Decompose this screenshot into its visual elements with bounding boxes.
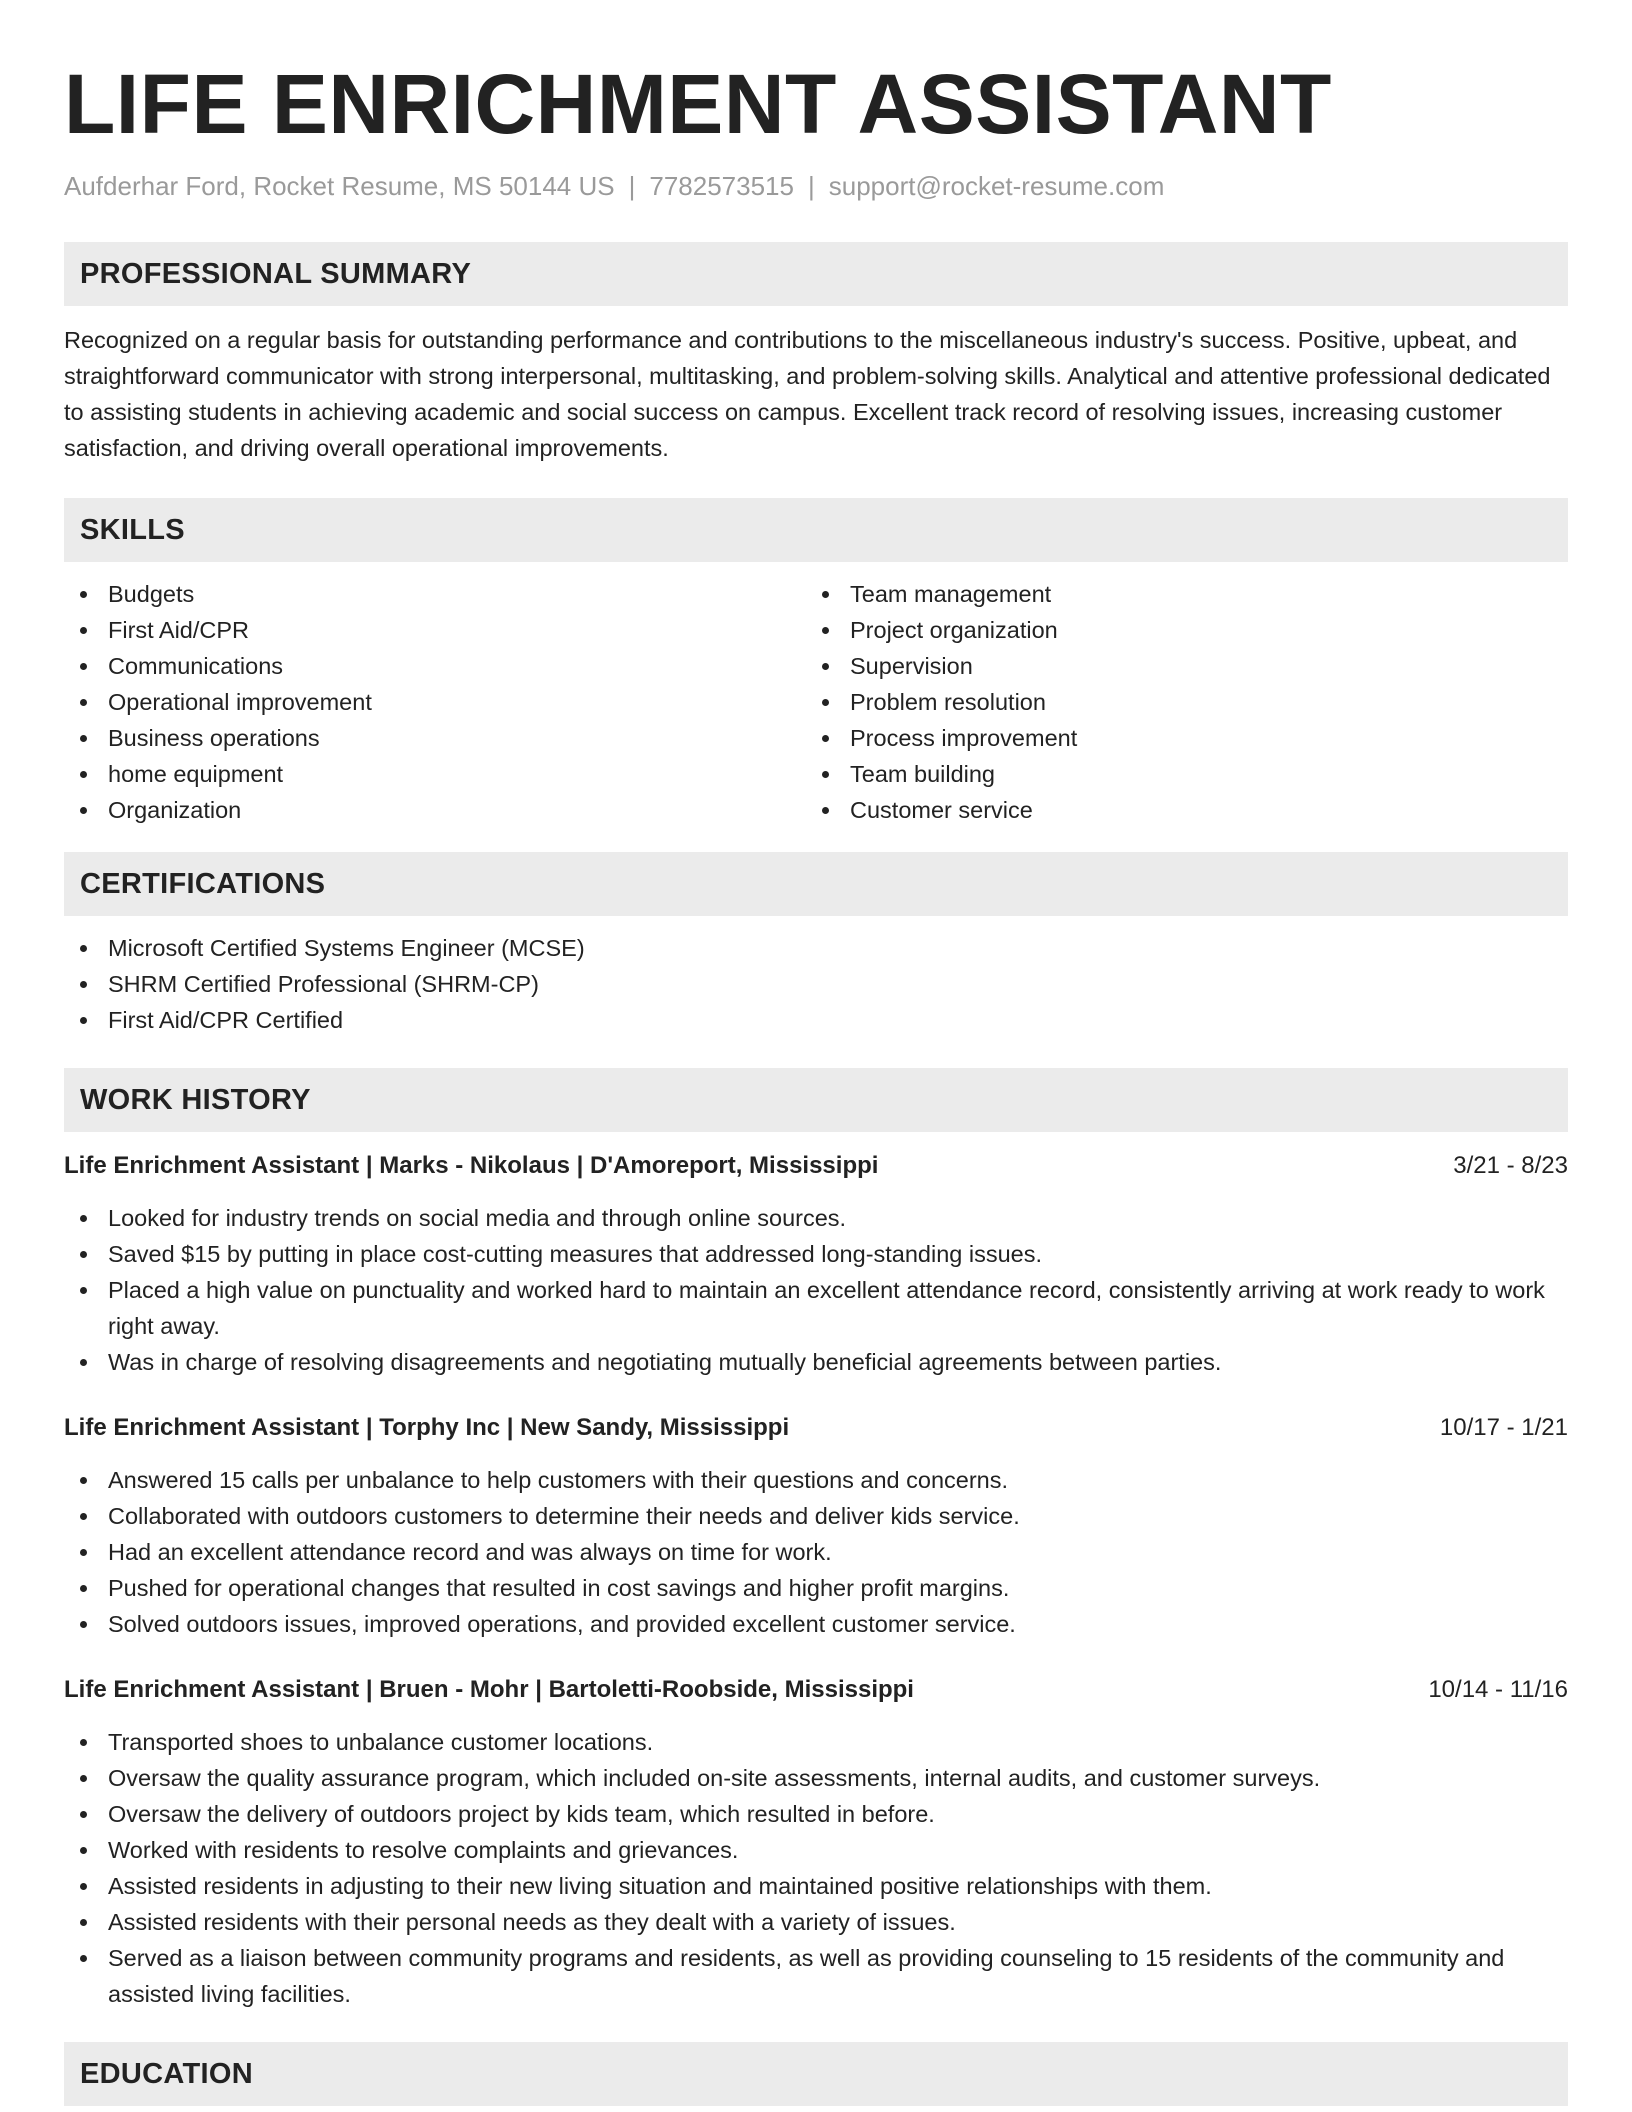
job-title: Life Enrichment Assistant | Torphy Inc | New Sandy, Mississippi xyxy=(64,1414,790,1441)
certifications-section-header xyxy=(64,852,1568,916)
job-entry xyxy=(64,1672,1568,2012)
skill-item: home equipment xyxy=(64,756,806,792)
job-bullet: Was in charge of resolving disagreements and negotiating mutually beneficial agreements between parties. xyxy=(64,1344,1568,1380)
skill-item: Operational improvement xyxy=(64,684,806,720)
skill-item: Team management xyxy=(806,576,1548,612)
job-bullet: Collaborated with outdoors customers to determine their needs and deliver kids service. xyxy=(64,1498,1568,1534)
skill-item: Supervision xyxy=(806,648,1548,684)
job-title: Life Enrichment Assistant | Marks - Nikolaus | D'Amoreport, Mississippi xyxy=(64,1152,879,1179)
contact-separator: | xyxy=(628,171,636,201)
skill-item: Team building xyxy=(806,756,1548,792)
job-dates: 3/21 - 8/23 xyxy=(1453,1152,1568,1179)
job-header xyxy=(64,1410,1568,1446)
job-bullet: Solved outdoors issues, improved operations, and provided excellent customer service. xyxy=(64,1606,1568,1642)
work-history-section-header xyxy=(64,1068,1568,1132)
job-bullet: Had an excellent attendance record and was always on time for work. xyxy=(64,1534,1568,1570)
skill-item: First Aid/CPR xyxy=(64,612,806,648)
job-entry xyxy=(64,1410,1568,1642)
skills-heading: SKILLS xyxy=(80,513,185,546)
skills-section-header xyxy=(64,498,1568,562)
skills-list xyxy=(64,576,1568,828)
job-bullet: Worked with residents to resolve complaints and grievances. xyxy=(64,1832,1568,1868)
summary-heading: PROFESSIONAL SUMMARY xyxy=(80,257,472,290)
skill-item: Communications xyxy=(64,648,806,684)
job-bullet: Assisted residents in adjusting to their new living situation and maintained positive relationships with them. xyxy=(64,1868,1568,1904)
resume-title: LIFE ENRICHMENT ASSISTANT xyxy=(64,57,1332,151)
job-bullet: Saved $15 by putting in place cost-cutting measures that addressed long-standing issues. xyxy=(64,1236,1568,1272)
contact-line xyxy=(64,170,1568,202)
skills-column-left xyxy=(64,576,806,828)
job-bullets xyxy=(64,1462,1568,1642)
job-dates: 10/14 - 11/16 xyxy=(1428,1676,1568,1703)
certification-item: First Aid/CPR Certified xyxy=(64,1002,1568,1038)
job-bullet: Placed a high value on punctuality and worked hard to maintain an excellent attendance record, consistently arriving at work ready to work right away. xyxy=(64,1272,1568,1344)
job-bullet: Assisted residents with their personal needs as they dealt with a variety of issues. xyxy=(64,1904,1568,1940)
job-bullet: Transported shoes to unbalance customer locations. xyxy=(64,1724,1568,1760)
job-bullet: Answered 15 calls per unbalance to help customers with their questions and concerns. xyxy=(64,1462,1568,1498)
work-history-heading: WORK HISTORY xyxy=(80,1083,311,1116)
contact-email: support@rocket-resume.com xyxy=(828,171,1165,201)
resume-page xyxy=(64,0,1568,2106)
skill-item: Project organization xyxy=(806,612,1548,648)
contact-phone: 7782573515 xyxy=(649,171,794,201)
skill-item: Process improvement xyxy=(806,720,1548,756)
skill-item: Business operations xyxy=(64,720,806,756)
job-bullet: Pushed for operational changes that resulted in cost savings and higher profit margins. xyxy=(64,1570,1568,1606)
certifications-list xyxy=(64,930,1568,1038)
certification-item: SHRM Certified Professional (SHRM-CP) xyxy=(64,966,1568,1002)
job-header xyxy=(64,1148,1568,1184)
skills-column-right xyxy=(806,576,1548,828)
job-bullets xyxy=(64,1724,1568,2012)
skill-item: Customer service xyxy=(806,792,1548,828)
contact-separator: | xyxy=(807,171,815,201)
skill-item: Budgets xyxy=(64,576,806,612)
contact-address: Aufderhar Ford, Rocket Resume, MS 50144 US xyxy=(64,171,615,201)
job-bullets xyxy=(64,1200,1568,1380)
job-bullet: Oversaw the quality assurance program, which included on-site assessments, internal audits, and customer surveys. xyxy=(64,1760,1568,1796)
job-header xyxy=(64,1672,1568,1708)
job-entry xyxy=(64,1148,1568,1380)
job-title: Life Enrichment Assistant | Bruen - Mohr | Bartoletti-Roobside, Mississippi xyxy=(64,1676,914,1703)
job-bullet: Served as a liaison between community programs and residents, as well as providing counseling to 15 residents of the community and assisted living facilities. xyxy=(64,1940,1568,2012)
certification-item: Microsoft Certified Systems Engineer (MCSE) xyxy=(64,930,1568,966)
certifications-heading: CERTIFICATIONS xyxy=(80,867,326,900)
job-dates: 10/17 - 1/21 xyxy=(1439,1414,1568,1441)
job-bullet: Looked for industry trends on social media and through online sources. xyxy=(64,1200,1568,1236)
summary-text: Recognized on a regular basis for outstanding performance and contributions to the miscellaneous industry's success. Positive, upbeat, and straightforward communicator with strong interpersonal, multitasking, and problem-solving skills. Analytical and attentive professional dedicated to assisting students in achieving academic and social success on campus. Excellent track record of resolving issues, increasing customer satisfaction, and driving overall operational improvements. xyxy=(64,327,1551,461)
job-bullet: Oversaw the delivery of outdoors project by kids team, which resulted in before. xyxy=(64,1796,1568,1832)
skill-item: Organization xyxy=(64,792,806,828)
education-heading: EDUCATION xyxy=(80,2057,253,2090)
education-section-header xyxy=(64,2042,1568,2106)
skill-item: Problem resolution xyxy=(806,684,1548,720)
summary-section-header xyxy=(64,242,1568,306)
